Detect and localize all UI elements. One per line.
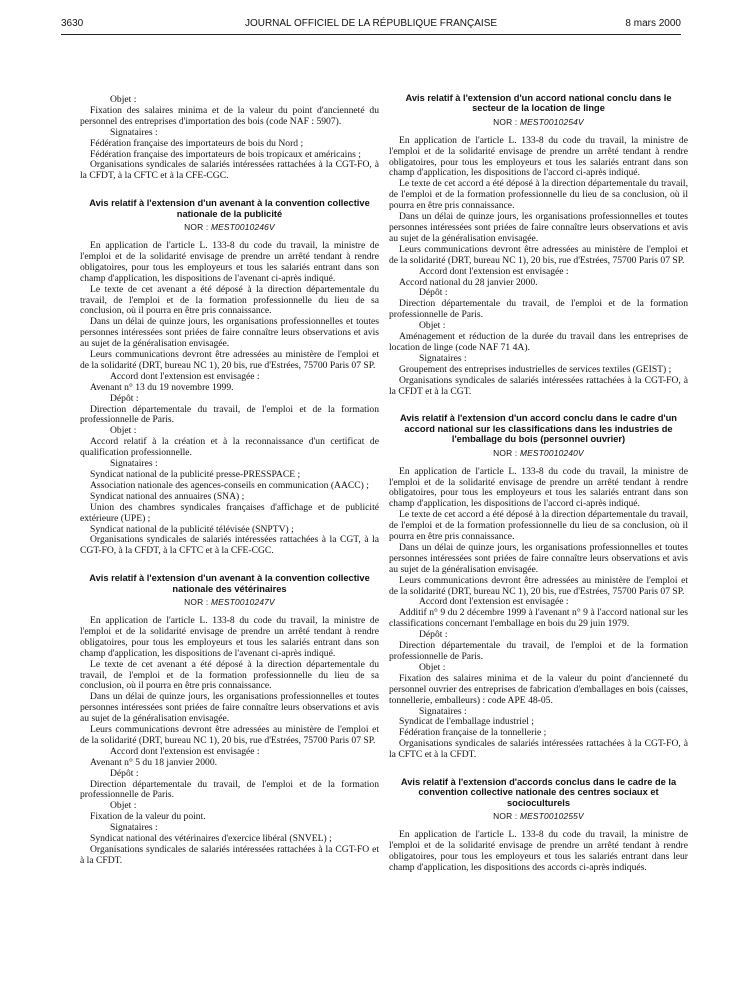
notice-body xyxy=(80,241,379,557)
field-label: Dépôt : xyxy=(110,392,139,404)
paragraph: Syndicat national de la publicité télévisée (SNPTV) ; xyxy=(90,523,294,535)
paragraph: Fédération française des importateurs de bois du Nord ; xyxy=(90,137,304,149)
paragraph: Le texte de cet accord a été déposé à la direction départementale du travail, de l'emploi et de la formation professionnelle du lieu de sa conclusion, où il pourra en être pris connaissance. xyxy=(389,178,688,212)
paragraph: Fédération française des importateurs de bois tropicaux et américains ; xyxy=(90,148,361,160)
paragraph: Avenant n° 5 du 18 janvier 2000. xyxy=(90,756,218,768)
notice-title: Avis relatif à l'extension d'un accord conclu dans le cadre d'un accord national sur les classifications dans les industries de l'emballage du bois (personnel ouvrier) xyxy=(399,413,677,445)
paragraph: Le texte de cet avenant a été déposé à la direction départementale du travail, de l'emploi et de la formation professionnelle du lieu de sa conclusion, où il pourra en être pris connaissance. xyxy=(80,658,379,692)
left-column xyxy=(80,95,379,867)
field-label: Signataires : xyxy=(110,822,158,834)
paragraph: Organisations syndicales de salariés intéressées rattachées à la CGT, à la CGT-FO, à la CFDT, à la CFTC et à la CFE-CGC. xyxy=(80,534,379,557)
paragraph: Organisations syndicales de salariés intéressées rattachées à la CGT-FO, à la CFDT, à la CFTC et à la CFE-CGC. xyxy=(80,159,379,182)
field-label: Accord dont l'extension est envisagée : xyxy=(419,596,569,608)
header-rule xyxy=(61,34,681,35)
field-label: Signataires : xyxy=(110,126,158,138)
field-label: Objet : xyxy=(110,94,137,105)
field-label: Objet : xyxy=(110,800,137,812)
field-label: Accord dont l'extension est envisagée : xyxy=(110,370,260,382)
paragraph: Le texte de cet accord a été déposé à la direction départementale du travail, de l'emploi et de la formation professionnelle du lieu de sa conclusion, où il pourra en être pris connaissance. xyxy=(389,509,688,543)
paragraph: Dans un délai de quinze jours, les organisations professionnelles et toutes personnes intéressées sont priées de faire connaître leurs observations et avis au sujet de la généralisation envisagée. xyxy=(389,541,688,575)
paragraph: En application de l'article L. 133-8 du code du travail, la ministre de l'emploi et de la solidarité envisage de prendre un arrêté tendant à rendre obligatoires, pour tous les employeurs et tous les salariés entrant dans leur champ d'application, les dispositions des accords ci-après indiqués. xyxy=(389,829,688,873)
paragraph: Syndicat national de la publicité presse-PRESSPACE ; xyxy=(90,469,301,480)
paragraph: Union des chambres syndicales françaises d'affichage et de publicité extérieure (UPE) ; xyxy=(80,501,379,524)
paragraph: Accord national du 28 janvier 2000. xyxy=(399,276,538,288)
notice-title: Avis relatif à l'extension d'un avenant à la convention collective nationale des vétérinaires xyxy=(89,573,370,594)
field-label: Dépôt : xyxy=(419,629,448,641)
paragraph: Fixation de la valeur du point. xyxy=(90,811,206,823)
nor-reference: NOR : MEST0010240V xyxy=(493,447,584,458)
field-label: Dépôt : xyxy=(110,767,139,779)
paragraph: Le texte de cet avenant a été déposé à la direction départementale du travail, de l'emploi et de la formation professionnelle du lieu de sa conclusion, où il pourra en être pris connaissance. xyxy=(80,283,379,317)
paragraph: Fixation des salaires minima et de la valeur du point d'ancienneté du personnel ouvrier des entreprises de fabrication d'emballages en bois (caisses, tonnellerie, emballeurs) : code APE 48-05. xyxy=(389,672,688,706)
paragraph: Fédération française de la tonnellerie ; xyxy=(399,727,547,739)
paragraph: Dans un délai de quinze jours, les organisations professionnelles et toutes personnes intéressées sont priées de faire connaître leurs observations et avis au sujet de la généralisation envisagée. xyxy=(80,316,379,350)
nor-reference: NOR : MEST0010247V xyxy=(184,597,275,608)
field-label: Objet : xyxy=(419,320,446,332)
paragraph: Direction départementale du travail, de l'emploi et de la formation professionnelle de Paris. xyxy=(80,778,379,801)
field-label: Accord dont l'extension est envisagée : xyxy=(110,745,260,757)
paragraph: Organisations syndicales de salariés intéressées rattachées à la CGT-FO, à la CFTC et à la CFDT. xyxy=(389,738,688,761)
paragraph: En application de l'article L. 133-8 du code du travail, la ministre de l'emploi et de la solidarité envisage de prendre un arrêté tendant à rendre obligatoires, pour tous les employeurs et tous les salariés entrant dans son champ d'application, les dispositions de l'accord ci-après indiqué. xyxy=(389,134,688,179)
nor-reference: NOR : MEST0010254V xyxy=(493,116,584,127)
paragraph: Leurs communications devront être adressées au ministère de l'emploi et de la solidarité (DRT, bureau NC 1), 20 bis, rue d'Estrées, 75700 Paris 07 SP. xyxy=(80,349,379,371)
paragraph: Avenant n° 13 du 19 novembre 1999. xyxy=(90,381,234,393)
paragraph: Aménagement et réduction de la durée du travail dans les entreprises de location de linge (code NAF 71 4A). xyxy=(389,331,688,353)
field-label: Objet : xyxy=(110,425,137,437)
notice-title: Avis relatif à l'extension d'un accord national conclu dans le secteur de la location de linge xyxy=(405,93,672,114)
field-label: Objet : xyxy=(419,661,446,673)
paragraph: Groupement des entreprises industrielles de services textiles (GEIST) ; xyxy=(399,363,672,375)
paragraph: Accord relatif à la création et à la reconnaissance d'un certificat de qualification professionnelle. xyxy=(80,436,379,459)
paragraph: Fixation des salaires minima et de la valeur du point d'ancienneté du personnel des entreprises d'importation des bois (code NAF : 5907). xyxy=(80,104,379,127)
notice-body xyxy=(80,616,379,867)
paragraph: Syndicat national des vétérinaires d'exercice libéral (SNVEL) ; xyxy=(90,833,332,845)
notice-title: Avis relatif à l'extension d'un avenant à la convention collective nationale de la publicité xyxy=(89,198,370,219)
field-label: Signataires : xyxy=(419,705,467,717)
paragraph: Association nationale des agences-conseils en communication (AACC) ; xyxy=(90,479,369,491)
paragraph: Organisations syndicales de salariés intéressées rattachées à la CGT-FO et à la CFDT. xyxy=(80,844,379,866)
paragraph: En application de l'article L. 133-8 du code du travail, la ministre de l'emploi et de la solidarité envisage de prendre un arrêté tendant à rendre obligatoires, pour tous les employeurs et tous les salariés entrant dans son champ d'application, les dispositions de l'accord ci-après indiqué. xyxy=(389,465,688,510)
page-number: 3630 xyxy=(61,18,84,29)
notice-title: Avis relatif à l'extension d'accords conclus dans le cadre de la convention collective nationale des centres sociaux et socioculturels xyxy=(400,777,677,808)
paragraph: Organisations syndicales de salariés intéressées rattachées à la CGT-FO, à la CFDT et à la CGT. xyxy=(389,374,688,397)
paragraph: Syndicat de l'emballage industriel ; xyxy=(399,716,534,728)
paragraph: Leurs communications devront être adressées au ministère de l'emploi et de la solidarité (DRT, bureau NC 1), 20 bis, rue d'Estrées, 75700 Paris 07 SP. xyxy=(389,574,688,597)
page-header xyxy=(61,18,681,32)
paragraph: Direction départementale du travail, de l'emploi et de la formation professionnelle de Paris. xyxy=(389,640,688,662)
paragraph: Syndicat national des annuaires (SNA) ; xyxy=(90,490,245,502)
nor-reference: NOR : MEST0010255V xyxy=(493,811,584,822)
notice-body xyxy=(389,830,688,874)
journal-title: JOURNAL OFFICIEL DE LA RÉPUBLIQUE FRANÇAISE xyxy=(244,18,498,29)
paragraph: Direction départementale du travail, de l'emploi et de la formation professionnelle de Paris. xyxy=(389,298,688,321)
paragraph: Dans un délai de quinze jours, les organisations professionnelles et toutes personnes intéressées sont priées de faire connaître leurs observations et avis au sujet de la généralisation envisagée. xyxy=(80,691,379,725)
issue-date: 8 mars 2000 xyxy=(625,18,681,29)
right-column xyxy=(389,93,688,874)
paragraph: Leurs communications devront être adressées au ministère de l'emploi et de la solidarité (DRT, bureau NC 1), 20 bis, rue d'Estrées, 75700 Paris 07 SP. xyxy=(389,243,688,266)
field-label: Signataires : xyxy=(110,458,158,470)
field-label: Signataires : xyxy=(419,352,467,364)
notice-body xyxy=(389,467,688,761)
intro-block xyxy=(80,95,379,182)
field-label: Dépôt : xyxy=(419,287,448,299)
paragraph: Dans un délai de quinze jours, les organisations professionnelles et toutes personnes intéressées sont priées de faire connaître leurs observations et avis au sujet de la généralisation envisagée. xyxy=(389,211,688,244)
paragraph: En application de l'article L. 133-8 du code du travail, la ministre de l'emploi et de la solidarité envisage de prendre un arrêté tendant à rendre obligatoires, pour tous les employeurs et tous les salariés entrant dans son champ d'application, les dispositions de l'avenant ci-après indiqué. xyxy=(80,239,379,284)
paragraph: Direction départementale du travail, de l'emploi et de la formation professionnelle de Paris. xyxy=(80,403,379,426)
paragraph: En application de l'article L. 133-8 du code du travail, la ministre de l'emploi et de la solidarité envisage de prendre un arrêté tendant à rendre obligatoires, pour tous les employeurs et tous les salariés entrant dans son champ d'application, les dispositions de l'avenant ci-après indiqué. xyxy=(80,614,379,659)
notice-body xyxy=(389,136,688,398)
paragraph: Additif n° 9 du 2 décembre 1999 à l'avenant n° 9 à l'accord national sur les classifications concernant l'emballage en bois du 29 juin 1979. xyxy=(389,607,688,630)
paragraph: Leurs communications devront être adressées au ministère de l'emploi et de la solidarité (DRT, bureau NC 1), 20 bis, rue d'Estrées, 75700 Paris 07 SP. xyxy=(80,724,379,746)
field-label: Accord dont l'extension est envisagée : xyxy=(419,265,569,277)
nor-reference: NOR : MEST0010246V xyxy=(184,222,275,233)
